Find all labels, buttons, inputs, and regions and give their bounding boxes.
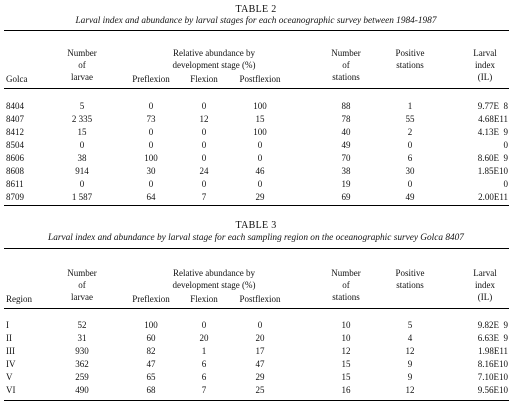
cell-preflexion: 68 [146, 385, 156, 395]
cell-number-of-stations: 19 [341, 179, 351, 189]
cell-flexion: 0 [201, 127, 207, 137]
cell-postflexion: 29 [255, 372, 265, 382]
cell-number-of-stations: 15 [341, 372, 351, 382]
cell-preflexion: 100 [144, 320, 158, 330]
header-relative-abundance-line-2: development stage (%) [172, 60, 256, 70]
cell-larval-index: 7.10E10 [477, 372, 508, 382]
header-postflexion: Postflexion [239, 74, 281, 84]
header-rule [4, 308, 509, 309]
cell-id: 8709 [6, 192, 24, 202]
cell-flexion: 6 [201, 372, 207, 382]
cell-larval-index: 6.63E 9 [477, 333, 508, 343]
cell-id: V [6, 372, 13, 382]
cell-positive-stations: 0 [407, 140, 413, 150]
cell-preflexion: 60 [146, 333, 156, 343]
header-stations-line-2: of [342, 280, 350, 290]
cell-preflexion: 0 [148, 101, 154, 111]
cell-postflexion: 100 [253, 101, 267, 111]
cell-number-of-stations: 49 [341, 140, 351, 150]
header-stations-line-2: of [342, 60, 350, 70]
cell-number-of-larvae: 1 587 [71, 192, 93, 202]
cell-id: VI [6, 385, 16, 395]
cell-positive-stations: 12 [405, 385, 415, 395]
cell-positive-stations: 5 [407, 320, 413, 330]
header-positive-line-2: stations [396, 280, 424, 290]
cell-larval-index: 0 [503, 179, 508, 189]
cell-postflexion: 15 [255, 114, 265, 124]
header-larval-index-line-2: index [475, 60, 495, 70]
cell-positive-stations: 0 [407, 179, 413, 189]
header-stations-line-3: stations [332, 72, 360, 82]
header-positive-line-1: Positive [395, 268, 425, 278]
cell-larval-index: 9.82E 9 [477, 320, 508, 330]
cell-id: 8606 [6, 153, 24, 163]
cell-preflexion: 73 [146, 114, 156, 124]
cell-number-of-stations: 10 [341, 333, 351, 343]
header-number-line-1: Number [67, 268, 97, 278]
cell-postflexion: 25 [255, 385, 265, 395]
cell-postflexion: 0 [257, 153, 263, 163]
cell-larval-index: 0 [503, 140, 508, 150]
cell-flexion: 0 [201, 179, 207, 189]
cell-positive-stations: 6 [407, 153, 413, 163]
header-stations-line-1: Number [331, 48, 361, 58]
cell-postflexion: 0 [257, 320, 263, 330]
cell-positive-stations: 12 [405, 346, 415, 356]
cell-flexion: 20 [199, 333, 209, 343]
cell-id: 8608 [6, 166, 24, 176]
cell-flexion: 0 [201, 153, 207, 163]
cell-positive-stations: 4 [407, 333, 413, 343]
cell-number-of-larvae: 38 [77, 153, 87, 163]
cell-number-of-larvae: 0 [79, 140, 85, 150]
cell-number-of-stations: 10 [341, 320, 351, 330]
cell-flexion: 0 [201, 140, 207, 150]
header-preflexion: Preflexion [132, 74, 170, 84]
cell-positive-stations: 9 [407, 359, 413, 369]
header-larval-index-line-3: (IL) [477, 72, 493, 82]
cell-larval-index: 9.77E 8 [477, 101, 508, 111]
cell-number-of-larvae: 362 [75, 359, 89, 369]
cell-id: I [6, 320, 9, 330]
cell-flexion: 0 [201, 320, 207, 330]
cell-flexion: 6 [201, 359, 207, 369]
header-number-line-1: Number [67, 48, 97, 58]
cell-id: 8404 [6, 101, 24, 111]
cell-larval-index: 2.00E11 [478, 192, 508, 202]
header-number-line-2: of [78, 280, 86, 290]
cell-number-of-larvae: 0 [79, 179, 85, 189]
cell-positive-stations: 1 [407, 101, 413, 111]
cell-preflexion: 100 [144, 153, 158, 163]
cell-preflexion: 82 [146, 346, 156, 356]
cell-flexion: 24 [199, 166, 209, 176]
cell-id: IV [6, 359, 16, 369]
header-positive-line-2: stations [396, 60, 424, 70]
cell-flexion: 12 [199, 114, 209, 124]
cell-postflexion: 0 [257, 140, 263, 150]
cell-positive-stations: 2 [407, 127, 413, 137]
cell-flexion: 7 [201, 385, 207, 395]
cell-id: II [6, 333, 12, 343]
cell-larval-index: 1.98E11 [478, 346, 508, 356]
cell-postflexion: 29 [255, 192, 265, 202]
cell-number-of-stations: 70 [341, 153, 351, 163]
cell-postflexion: 47 [255, 359, 265, 369]
header-relative-abundance-line-2: development stage (%) [172, 280, 256, 290]
cell-number-of-stations: 12 [341, 346, 351, 356]
cell-id: 8407 [6, 114, 24, 124]
bottom-rule [4, 400, 509, 401]
cell-number-of-larvae: 259 [75, 372, 89, 382]
header-larval-index-line-2: index [475, 280, 495, 290]
cell-preflexion: 0 [148, 179, 154, 189]
cell-larval-index: 4.68E11 [478, 114, 508, 124]
header-rule [4, 88, 509, 89]
cell-postflexion: 20 [255, 333, 265, 343]
header-larval-index-line-3: (IL) [477, 292, 493, 302]
cell-number-of-stations: 16 [341, 385, 351, 395]
cell-number-of-larvae: 31 [77, 333, 87, 343]
cell-larval-index: 8.60E 9 [477, 153, 508, 163]
header-number-line-2: of [78, 60, 86, 70]
cell-number-of-stations: 15 [341, 359, 351, 369]
top-rule [4, 248, 509, 249]
header-larval-index-line-1: Larval [473, 268, 497, 278]
cell-positive-stations: 9 [407, 372, 413, 382]
cell-preflexion: 47 [146, 359, 156, 369]
cell-number-of-larvae: 52 [77, 320, 87, 330]
bottom-rule [4, 205, 509, 206]
header-region: Region [6, 294, 32, 304]
header-preflexion: Preflexion [132, 294, 170, 304]
cell-preflexion: 0 [148, 140, 154, 150]
cell-number-of-larvae: 930 [75, 346, 89, 356]
cell-flexion: 7 [201, 192, 207, 202]
cell-positive-stations: 49 [405, 192, 415, 202]
cell-larval-index: 4.13E 9 [477, 127, 508, 137]
header-postflexion: Postflexion [239, 294, 281, 304]
header-flexion: Flexion [190, 294, 218, 304]
top-rule [4, 30, 509, 31]
cell-id: III [6, 346, 15, 356]
cell-id: 8611 [6, 179, 24, 189]
table-title: TABLE 3 [235, 220, 277, 231]
header-number-line-3: larvae [71, 72, 93, 82]
cell-flexion: 0 [201, 101, 207, 111]
cell-postflexion: 17 [255, 346, 265, 356]
cell-number-of-larvae: 5 [79, 101, 85, 111]
cell-postflexion: 46 [255, 166, 265, 176]
cell-larval-index: 9.56E10 [477, 385, 508, 395]
cell-number-of-larvae: 15 [77, 127, 87, 137]
header-positive-line-1: Positive [395, 48, 425, 58]
cell-number-of-stations: 40 [341, 127, 351, 137]
header-relative-abundance-line-1: Relative abundance by [173, 268, 255, 278]
table-subtitle: Larval index and abundance by larval stages for each oceanographic survey between 1984-1987 [75, 16, 437, 26]
cell-preflexion: 64 [146, 192, 156, 202]
cell-preflexion: 65 [146, 372, 156, 382]
cell-number-of-larvae: 490 [75, 385, 89, 395]
cell-id: 8412 [6, 127, 24, 137]
cell-larval-index: 1.85E10 [477, 166, 508, 176]
header-larval-index-line-1: Larval [473, 48, 497, 58]
cell-number-of-stations: 38 [341, 166, 351, 176]
cell-id: 8504 [6, 140, 24, 150]
header-stations-line-1: Number [331, 268, 361, 278]
cell-positive-stations: 55 [405, 114, 415, 124]
cell-number-of-stations: 78 [341, 114, 351, 124]
table-subtitle: Larval index and abundance by larval stage for each sampling region on the oceanographic survey Golca 8407 [48, 233, 464, 243]
cell-preflexion: 30 [146, 166, 156, 176]
cell-postflexion: 100 [253, 127, 267, 137]
cell-larval-index: 8.16E10 [477, 359, 508, 369]
cell-preflexion: 0 [148, 127, 154, 137]
cell-postflexion: 0 [257, 179, 263, 189]
cell-number-of-stations: 88 [341, 101, 351, 111]
cell-number-of-larvae: 914 [75, 166, 89, 176]
header-stations-line-3: stations [332, 292, 360, 302]
header-flexion: Flexion [190, 74, 218, 84]
table-title: TABLE 2 [235, 4, 277, 15]
cell-flexion: 1 [201, 346, 207, 356]
cell-positive-stations: 30 [405, 166, 415, 176]
cell-number-of-larvae: 2 335 [71, 114, 93, 124]
header-number-line-3: larvae [71, 292, 93, 302]
header-golca: Golca [6, 74, 28, 84]
header-relative-abundance-line-1: Relative abundance by [173, 48, 255, 58]
cell-number-of-stations: 69 [341, 192, 351, 202]
